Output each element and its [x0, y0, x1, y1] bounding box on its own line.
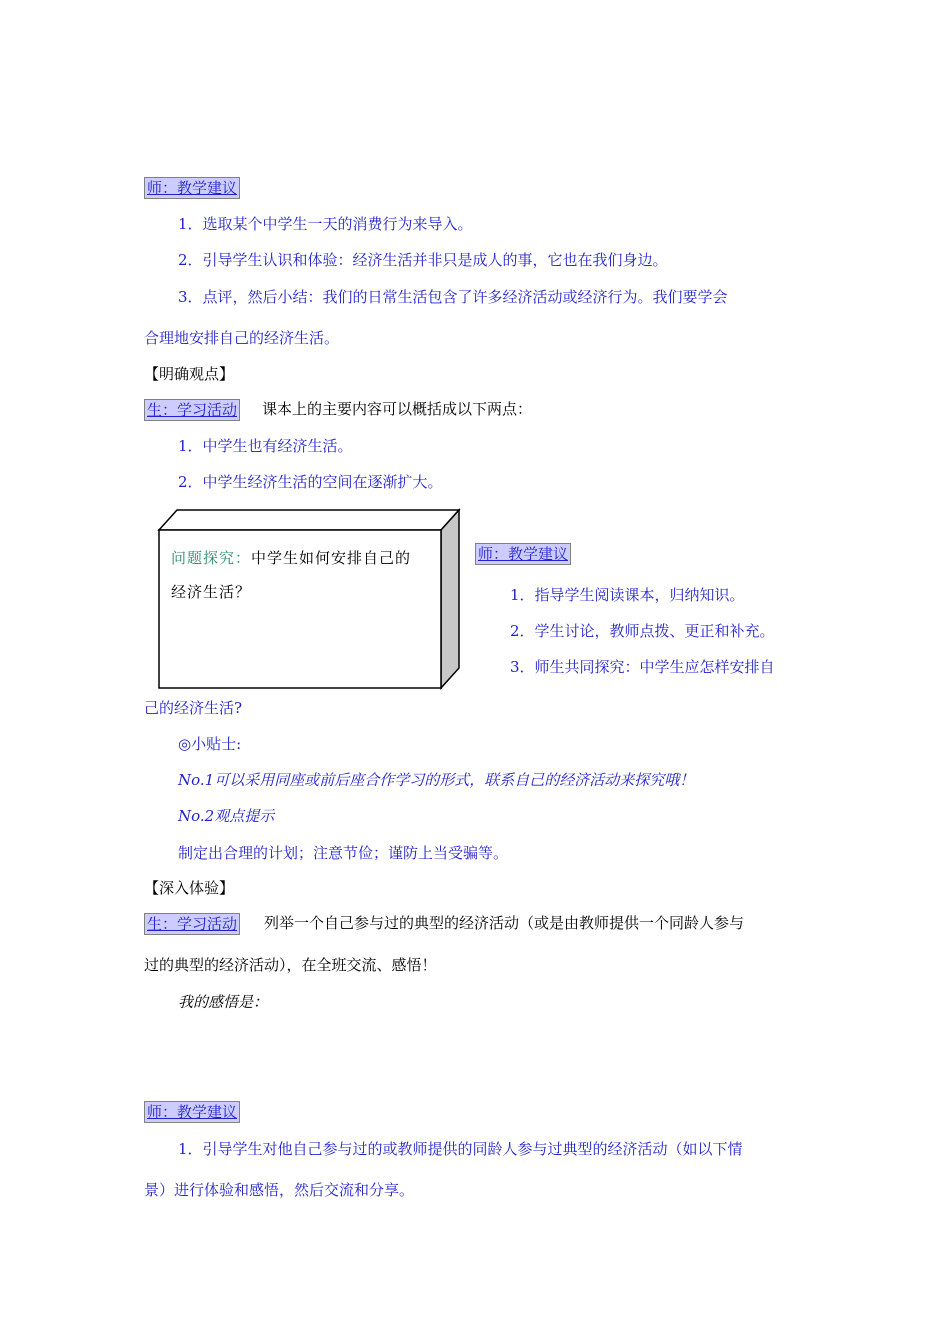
- advice-text-continued: 景）进行体验和感悟，然后交流和分享。: [144, 1181, 415, 1199]
- student-activity-tag: 生：学习活动: [144, 913, 240, 935]
- inquiry-question: [171, 548, 411, 568]
- section-heading: 【深入体验】: [144, 879, 235, 897]
- inquiry-line1: 中学生如何安排自己的: [251, 549, 412, 567]
- my-feelings-label: 我的感悟是：: [178, 993, 269, 1011]
- section-heading: 【明确观点】: [144, 365, 235, 383]
- advice-text: 1．引导学生对他自己参与过的或教师提供的同龄人参与过典型的经济活动（如以下情: [178, 1140, 743, 1158]
- teacher-advice-tag: 师：教学建议: [144, 177, 240, 199]
- list-item-continued: 合理地安排自己的经济生活。: [144, 329, 340, 347]
- list-item: 2．中学生经济生活的空间在逐渐扩大。: [178, 473, 443, 491]
- student-activity-tag: 生：学习活动: [144, 399, 240, 421]
- inquiry-line2: 经济生活？: [171, 583, 252, 601]
- activity-text: 列举一个自己参与过的典型的经济活动（或是由教师提供一个同龄人参与: [264, 914, 745, 932]
- list-item: 2．学生讨论，教师点拨、更正和补充。: [510, 622, 775, 640]
- list-item: 2．引导学生认识和体验：经济生活并非只是成人的事，它也在我们身边。: [178, 251, 668, 269]
- inquiry-label: 问题探究：: [171, 549, 252, 567]
- list-item: 1．中学生也有经济生活。: [178, 437, 353, 455]
- tips-title: ◎小贴士:: [178, 735, 242, 753]
- list-item: 3．师生共同探究：中学生应怎样安排自: [510, 658, 775, 676]
- activity-text-continued: 过的典型的经济活动），在全班交流、感悟！: [144, 956, 437, 974]
- intro-text: 课本上的主要内容可以概括成以下两点：: [262, 400, 533, 418]
- tip-hint: 制定出合理的计划；注意节俭；谨防上当受骗等。: [178, 844, 509, 862]
- teacher-advice-tag: 师：教学建议: [475, 543, 571, 565]
- tip-no2: No.2观点提示: [178, 807, 275, 825]
- list-item-continued: 己的经济生活?: [144, 699, 243, 717]
- teacher-advice-tag: 师：教学建议: [144, 1101, 240, 1123]
- list-item: 1．指导学生阅读课本，归纳知识。: [510, 586, 745, 604]
- list-item: 3．点评，然后小结：我们的日常生活包含了许多经济活动或经济行为。我们要学会: [178, 288, 728, 306]
- list-item: 1．选取某个中学生一天的消费行为来导入。: [178, 215, 473, 233]
- tip-no1: No.1可以采用同座或前后座合作学习的形式，联系自己的经济活动来探究哦！: [178, 771, 695, 789]
